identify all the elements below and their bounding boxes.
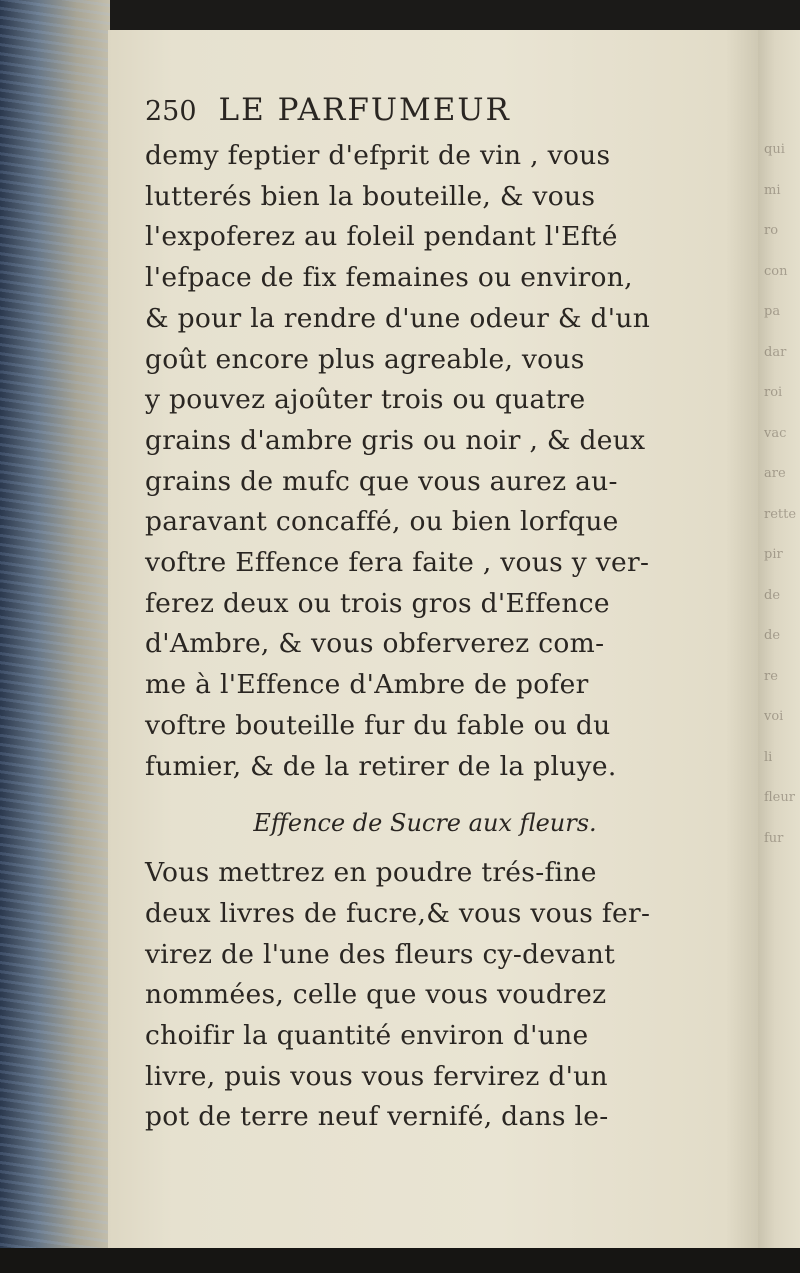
paragraph-2 (145, 853, 755, 1138)
text-line: choifir la quantité environ d'une (145, 1020, 589, 1052)
text-line: goût encore plus agreable, vous (145, 343, 585, 375)
paragraph-1 (145, 136, 755, 787)
bleed-through-fragment: dar (764, 344, 787, 360)
bleed-through-fragment: mi (764, 182, 781, 198)
bleed-through-fragment: rette (764, 506, 797, 522)
bleed-through-fragment: fleur (764, 790, 795, 805)
bleed-through-fragment: roi (764, 385, 783, 400)
text-line: voftre Effence fera faite , vous y ver- (145, 547, 650, 579)
bleed-through-fragment: li (764, 749, 773, 765)
text-line: paravant concaffé, ou bien lorfque (145, 506, 619, 538)
page-text (145, 92, 755, 1138)
page-number: 250 (145, 96, 197, 127)
text-line: nommées, celle que vous voudrez (145, 979, 607, 1011)
bleed-through-fragment: re (764, 668, 778, 684)
facing-page-edge (758, 30, 800, 1248)
bleed-through-fragment: ro (764, 223, 779, 238)
text-line: grains d'ambre gris ou noir , & deux (145, 424, 646, 456)
text-line: fumier, & de la retirer de la pluye. (145, 750, 617, 782)
bleed-through-fragment: qui (764, 142, 785, 157)
bleed-through-text (758, 30, 800, 859)
text-line: l'efpace de fix femaines ou environ, (145, 262, 633, 294)
text-line: d'Ambre, & vous obferverez com- (145, 628, 605, 660)
text-line: livre, puis vous vous fervirez d'un (145, 1060, 608, 1092)
section-title: Effence de Sucre aux fleurs. (253, 809, 597, 838)
text-line: l'expoferez au foleil pendant l'Efté (145, 221, 618, 253)
bleed-through-fragment: con (764, 263, 788, 279)
text-line: demy feptier d'efprit de vin , vous (145, 140, 611, 171)
text-line: grains de mufc que vous aurez au- (145, 465, 618, 497)
bleed-through-fragment: are (764, 466, 786, 481)
text-line: voftre bouteille fur du fable ou du (145, 709, 611, 741)
book-binding-edge (0, 0, 110, 1273)
bleed-through-fragment: de (764, 628, 781, 643)
text-line: lutterés bien la bouteille, & vous (145, 180, 596, 212)
text-line: pot de terre neuf vernifé, dans le- (145, 1101, 609, 1133)
bleed-through-fragment: pir (764, 547, 783, 562)
bleed-through-fragment: de (764, 587, 781, 603)
text-line: & pour la rendre d'une odeur & d'un (145, 302, 651, 334)
bleed-through-fragment: pa (764, 304, 781, 319)
text-line: me à l'Effence d'Ambre de pofer (145, 669, 589, 701)
bleed-through-fragment: fur (764, 830, 784, 846)
text-line: deux livres de fucre,& vous vous fer- (145, 897, 651, 929)
running-header (145, 92, 755, 136)
text-line: Vous mettrez en poudre trés-fine (145, 857, 597, 889)
scan-bottom-edge (0, 1248, 800, 1273)
running-title: LE PARFUMEUR (218, 92, 511, 128)
bleed-through-fragment: voi (764, 709, 784, 724)
text-line: virez de l'une des fleurs cy-devant (145, 938, 616, 970)
text-line: ferez deux ou trois gros d'Effence (145, 587, 610, 619)
text-line: y pouvez ajoûter trois ou quatre (145, 384, 586, 416)
bleed-through-fragment: vac (764, 425, 787, 441)
scan-top-edge (0, 0, 800, 34)
